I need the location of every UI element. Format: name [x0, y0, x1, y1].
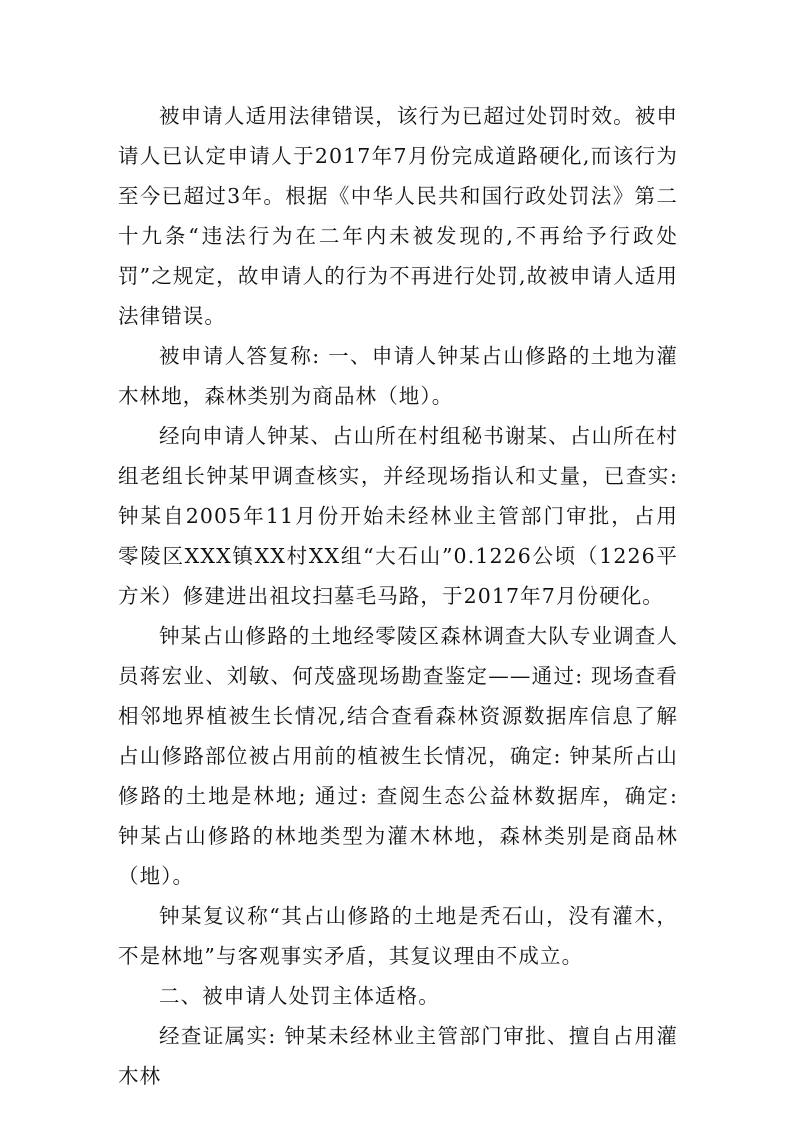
paragraph-forest-survey: 钟某占山修路的土地经零陵区森林调查大队专业调查人员蒋宏业、刘敏、何茂盛现场勘查鉴定——通过: 现场查看相邻地界植被生长情况,结合查看森林资源数据库信息了解占山修路部位被占用前的植被生长情况，确定: 钟某所占山修路的土地是林地; 通过: 查阅生态公益林数据库，确定: 钟某占山修路的林地类型为灌木林地，森林类别是商品林（地）。 — [118, 624, 678, 888]
paragraph-claim-rebuttal: 钟某复议称“其占山修路的土地是秃石山，没有灌木，不是林地”与客观事实矛盾，其复议理由不成立。 — [118, 904, 678, 968]
paragraph-investigation-facts: 经向申请人钟某、占山所在村组秘书谢某、占山所在村组老组长钟某甲调查核实，并经现场指认和丈量，已查实: 钟某自2005年11月份开始未经林业主管部门审批，占用零陵区XXX镇XX村XX组“大石山”0.1226公顷（1226平方米）修建进出祖坟扫墓毛马路，于2017年7月份硬化。 — [118, 424, 678, 608]
paragraph-section-two-heading: 二、被申请人处罚主体适格。 — [159, 984, 440, 1008]
document-body — [118, 96, 678, 1096]
paragraph-respondent-reply: 被申请人答复称: 一、申请人钟某占山修路的土地为灌木林地，森林类别为商品林（地）。 — [118, 344, 678, 408]
paragraph-verified-facts: 经查证属实: 钟某未经林业主管部门审批、擅自占用灌木林 — [118, 1024, 678, 1088]
paragraph-statute-limitation: 被申请人适用法律错误，该行为已超过处罚时效。被申请人已认定申请人于2017年7月份完成道路硬化,而该行为至今已超过3年。根据《中华人民共和国行政处罚法》第二十九条“违法行为在二年内未被发现的,不再给予行政处罚”之规定，故申请人的行为不再进行处罚,故被申请人适用法律错误。 — [118, 104, 678, 328]
